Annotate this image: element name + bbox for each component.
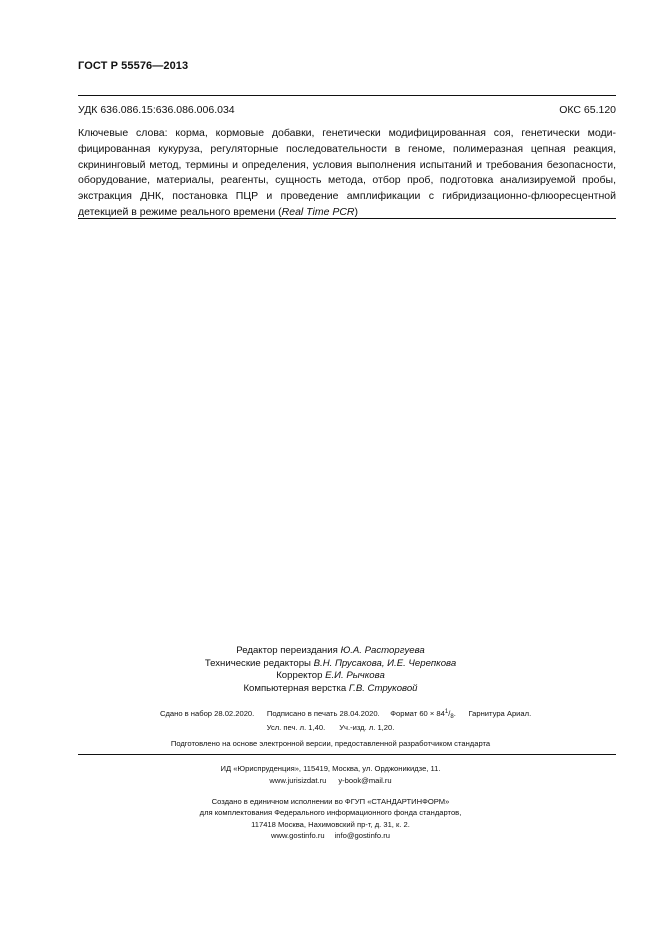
sheets-line	[0, 723, 661, 732]
credit-layout	[0, 683, 661, 694]
publisher-site-link[interactable]: www.jurisizdat.ru	[269, 776, 327, 785]
publisher-contacts	[0, 776, 661, 785]
credit-editor	[0, 645, 661, 656]
credit-layout-label: Компьютерная верстка	[243, 683, 347, 694]
standartinform-line-1: Создано в единичном исполнении во ФГУП «СТАНДАРТИНФОРМ»	[211, 797, 450, 806]
publisher-email-link[interactable]: y-book@mail.ru	[338, 776, 392, 785]
format-suffix: .	[453, 709, 456, 718]
credit-tech-label: Технические редакторы	[204, 658, 311, 669]
standartinform-line-2: для комплектования Федерального информационного фонда стандартов,	[199, 808, 462, 817]
standard-number: ГОСТ Р 55576—2013	[78, 60, 189, 72]
paper-format	[390, 709, 456, 718]
format-denominator: 8	[450, 714, 454, 720]
credit-layout-name: Г.В. Струковой	[348, 683, 418, 694]
credit-corrector	[0, 670, 661, 681]
keywords-paragraph	[78, 126, 616, 221]
keywords-divider	[78, 218, 616, 219]
keywords-closing: )	[354, 205, 359, 218]
print-sheets: Усл. печ. л. 1,40.	[266, 723, 326, 732]
format-separator: /	[448, 709, 451, 718]
imprint-divider	[78, 754, 616, 755]
credit-corrector-label: Корректор	[276, 670, 323, 681]
signed-date: Подписано в печать 28.04.2020.	[266, 709, 380, 718]
keywords-text: Ключевые слова: корма, кормовые добавки, генетически модифицированная соя, генетически модифицированная кукуруза, регуляторные последовательности в геноме, полимеразная цепная реакция, скрининговый метод, термины и определения, условия выполнения испытаний и требования безопасности, оборудование, материалы, реагенты, сущность метода, отбор проб, подготовка анализируемой пробы, экстракция ДНК, постановка ПЦР и проведение амплификации с гибридизационно-флюоресцентной детекцией в режиме реального времени (	[78, 127, 616, 218]
keywords-italic-term: Real Time PCR	[281, 205, 355, 218]
publishing-sheets: Уч.-изд. л. 1,20.	[339, 723, 395, 732]
top-divider	[78, 95, 616, 96]
credit-editor-name: Ю.А. Расторгуева	[340, 645, 425, 656]
oks-code: ОКС 65.120	[559, 104, 616, 116]
typeface: Гарнитура Ариал.	[468, 709, 532, 718]
standartinform-email-link[interactable]: info@gostinfo.ru	[334, 831, 391, 840]
credit-editor-label: Редактор переиздания	[236, 645, 338, 656]
publisher-address: ИД «Юриспруденция», 115419, Москва, ул. Орджоникидзе, 11.	[220, 764, 441, 773]
format-numerator: 1	[444, 709, 449, 715]
udk-code: УДК 636.086.15:636.086.006.034	[78, 104, 235, 116]
submitted-date: Сдано в набор 28.02.2020.	[160, 709, 255, 718]
credit-tech-names: В.Н. Прусакова, И.Е. Черепкова	[313, 658, 457, 669]
standartinform-site-link[interactable]: www.gostinfo.ru	[270, 831, 325, 840]
publication-line	[160, 709, 531, 720]
credit-tech-editors	[0, 658, 661, 669]
standartinform-address: 117418 Москва, Нахимовский пр-т, д. 31, к. 2.	[251, 820, 410, 829]
credit-corrector-name: Е.И. Рычкова	[325, 670, 385, 681]
format-prefix: Формат 60 × 84	[390, 709, 445, 718]
prepared-note: Подготовлено на основе электронной версии, предоставленной разработчиком стандарта	[170, 739, 491, 748]
standartinform-contacts	[0, 831, 661, 840]
